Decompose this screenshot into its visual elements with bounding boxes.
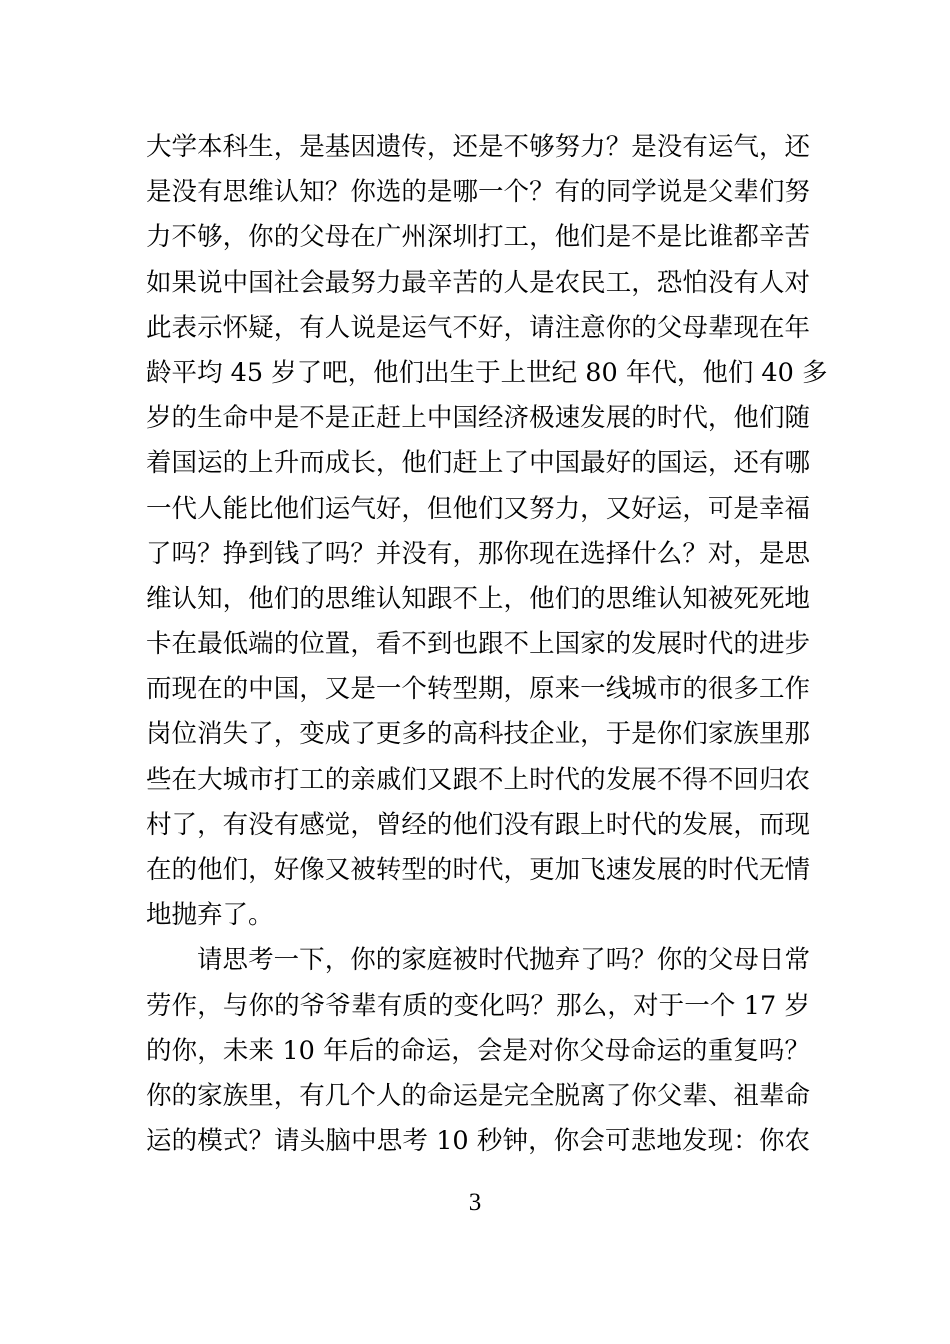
text-line: 岁的生命中是不是正赶上中国经济极速发展的时代，他们随 xyxy=(146,403,810,434)
text-line: 力不够，你的父母在广州深圳打工，他们是不是比谁都辛苦 xyxy=(146,222,810,253)
text-line: 劳作，与你的爷爷辈有质的变化吗？那么，对于一个 17 岁 xyxy=(146,990,810,1021)
text-line: 的你，未来 10 年后的命运，会是对你父母命运的重复吗？ xyxy=(146,1035,810,1066)
page-number: 3 xyxy=(468,1189,482,1216)
text-line: 此表示怀疑，有人说是运气不好，请注意你的父母辈现在年 xyxy=(146,312,810,343)
text-line: 着国运的上升而成长，他们赶上了中国最好的国运，还有哪 xyxy=(146,448,810,479)
text-line: 卡在最低端的位置，看不到也跟不上国家的发展时代的进步 xyxy=(146,629,810,660)
text-line: 你的家族里，有几个人的命运是完全脱离了你父辈、祖辈命 xyxy=(146,1080,810,1111)
text-line: 如果说中国社会最努力最辛苦的人是农民工，恐怕没有人对 xyxy=(146,267,810,298)
text-line: 而现在的中国，又是一个转型期，原来一线城市的很多工作 xyxy=(146,674,810,705)
text-line: 龄平均 45 岁了吧，他们出生于上世纪 80 年代，他们 40 多 xyxy=(146,357,828,388)
body-text xyxy=(146,125,828,1164)
text-line: 岗位消失了，变成了更多的高科技企业，于是你们家族里那 xyxy=(146,719,810,750)
text-line: 一代人能比他们运气好，但他们又努力，又好运，可是幸福 xyxy=(146,493,810,524)
paragraph-start-line: 请思考一下，你的家庭被时代抛弃了吗？你的父母日常 xyxy=(197,945,810,976)
paragraph-end-line: 地抛弃了。 xyxy=(146,900,274,931)
text-line: 村了，有没有感觉，曾经的他们没有跟上时代的发展，而现 xyxy=(146,809,810,840)
text-line: 些在大城市打工的亲戚们又跟不上时代的发展不得不回归农 xyxy=(146,764,810,795)
text-line: 大学本科生，是基因遗传，还是不够努力？是没有运气，还 xyxy=(146,132,810,162)
text-line: 在的他们，好像又被转型的时代，更加飞速发展的时代无情 xyxy=(146,855,810,885)
text-line: 了吗？挣到钱了吗？并没有，那你现在选择什么？对，是思 xyxy=(146,538,810,569)
text-line: 维认知，他们的思维认知跟不上，他们的思维认知被死死地 xyxy=(146,583,810,614)
text-line: 是没有思维认知？你选的是哪一个？有的同学说是父辈们努 xyxy=(146,177,810,208)
text-line: 运的模式？请头脑中思考 10 秒钟，你会可悲地发现：你农 xyxy=(146,1126,810,1157)
